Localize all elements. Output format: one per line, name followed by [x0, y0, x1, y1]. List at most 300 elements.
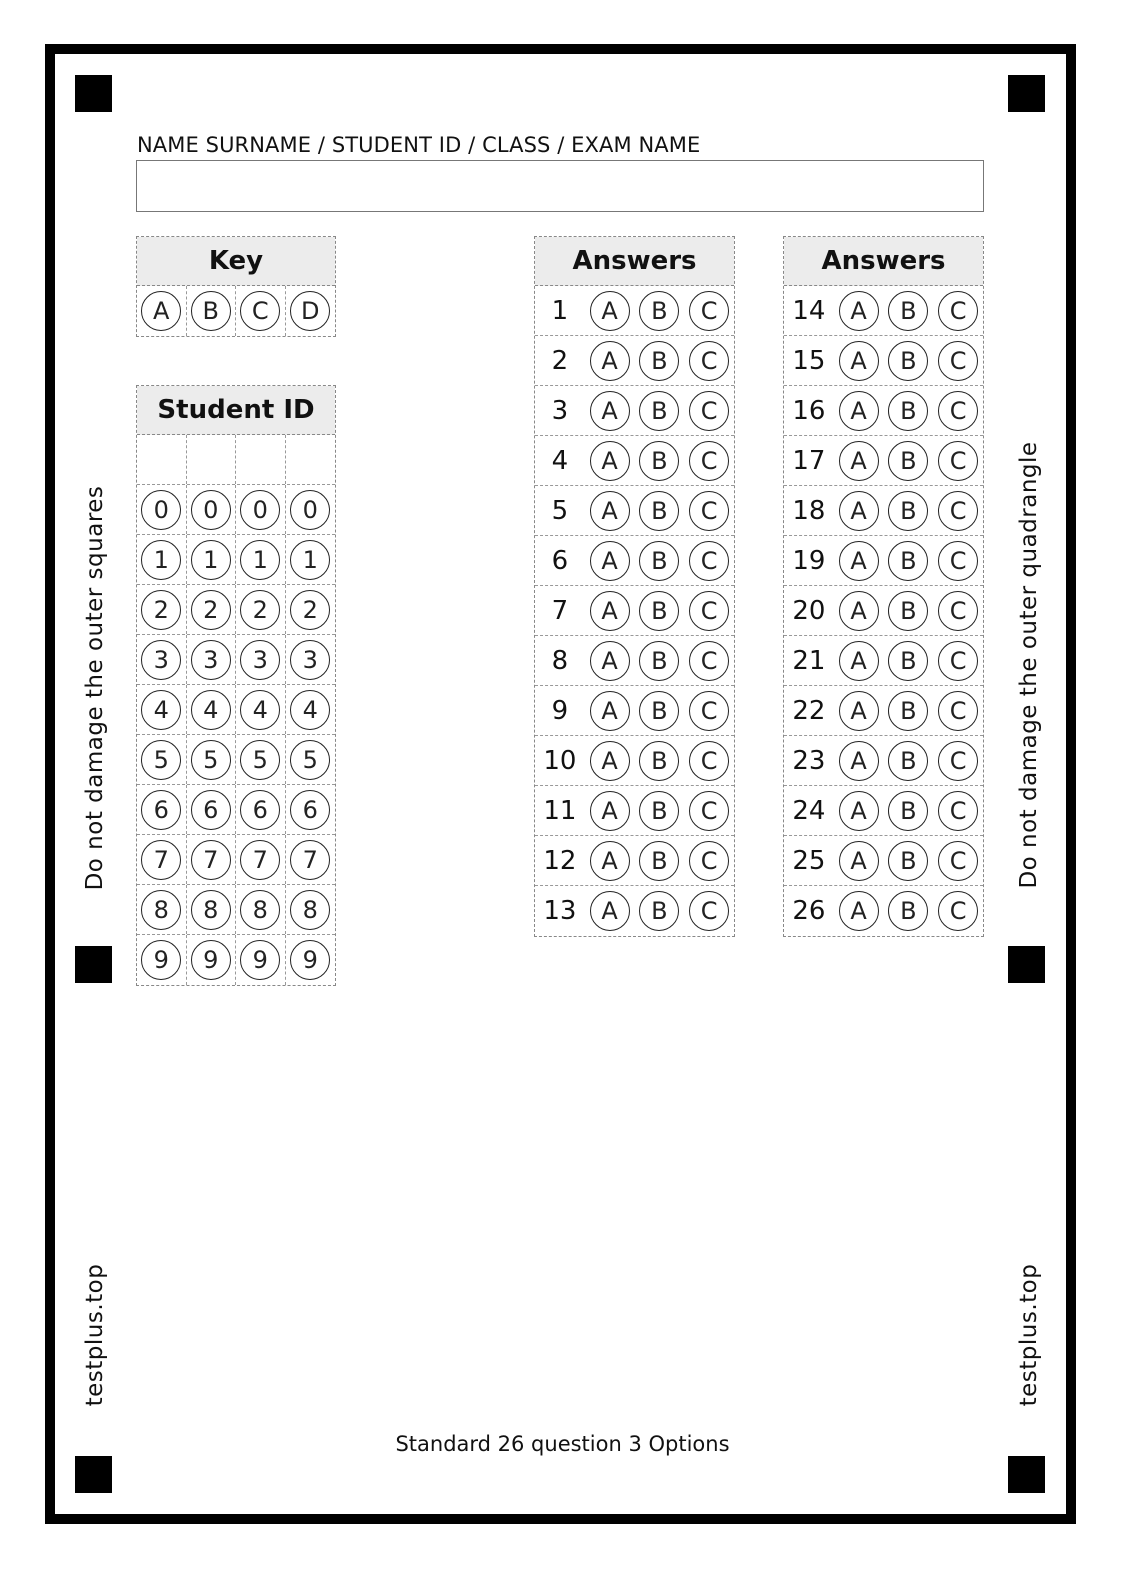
answer-cell — [635, 886, 685, 936]
question-number: 24 — [792, 795, 826, 826]
name-field-label: NAME SURNAME / STUDENT ID / CLASS / EXAM NAME — [137, 133, 701, 157]
answer-option-bubble[interactable]: A — [839, 841, 879, 881]
answer-cell — [684, 336, 734, 385]
answer-cell — [884, 436, 934, 485]
answer-option-bubble[interactable]: C — [689, 741, 729, 781]
answer-option-bubble[interactable]: A — [839, 541, 879, 581]
question-number: 7 — [551, 595, 569, 626]
answer-option-bubble[interactable]: C — [689, 841, 729, 881]
answer-cell — [635, 536, 685, 585]
left-brand-text: testplus.top — [82, 1263, 108, 1407]
answer-cell — [933, 436, 983, 485]
answer-cell — [684, 786, 734, 835]
answer-cell — [684, 586, 734, 635]
answer-option-bubble[interactable]: B — [639, 591, 679, 631]
student-id-cell — [137, 685, 187, 734]
student-id-cell — [236, 785, 286, 834]
answer-row — [784, 836, 983, 886]
answer-option-bubble[interactable]: A — [590, 891, 630, 931]
answer-option-bubble[interactable]: B — [639, 391, 679, 431]
answer-cell — [834, 886, 884, 936]
student-id-digit-bubble[interactable]: 3 — [290, 640, 330, 680]
answer-cell — [933, 586, 983, 635]
answer-option-bubble[interactable]: B — [888, 691, 928, 731]
corner-marker-top-left — [75, 75, 112, 112]
answer-cell — [684, 686, 734, 735]
answer-option-bubble[interactable]: C — [689, 641, 729, 681]
student-id-digit-bubble[interactable]: 1 — [141, 540, 181, 580]
student-id-cell — [187, 735, 237, 784]
student-id-digit-bubble[interactable]: 7 — [240, 840, 280, 880]
student-id-digit-bubble[interactable]: 6 — [240, 790, 280, 830]
answer-cell — [884, 486, 934, 535]
answer-cell — [585, 436, 635, 485]
key-cell — [187, 286, 237, 336]
answer-cell — [684, 386, 734, 435]
answer-cell — [933, 886, 983, 936]
answer-cell — [684, 286, 734, 335]
answer-cell — [585, 386, 635, 435]
key-option-bubble[interactable]: B — [191, 291, 231, 331]
answer-option-bubble[interactable]: B — [888, 441, 928, 481]
student-id-cell — [137, 935, 187, 985]
student-id-cell — [286, 935, 336, 985]
answer-cell — [933, 486, 983, 535]
question-number: 14 — [792, 295, 826, 326]
question-number: 12 — [543, 845, 577, 876]
question-number: 23 — [792, 745, 826, 776]
answer-cell — [635, 486, 685, 535]
student-id-title: Student ID — [137, 386, 335, 435]
student-id-digit-bubble[interactable]: 9 — [141, 940, 181, 980]
answer-cell — [834, 786, 884, 835]
student-id-digit-row — [137, 735, 335, 785]
answers-grid-1 — [534, 236, 735, 937]
answer-row — [535, 636, 734, 686]
answer-option-bubble[interactable]: A — [839, 441, 879, 481]
student-id-cell — [137, 735, 187, 784]
answer-option-bubble[interactable]: A — [590, 691, 630, 731]
answer-cell — [684, 636, 734, 685]
question-number: 11 — [543, 795, 577, 826]
answer-row — [535, 686, 734, 736]
answers-title: Answers — [535, 237, 734, 286]
answer-row — [784, 736, 983, 786]
question-number: 6 — [551, 545, 569, 576]
student-id-cell — [236, 685, 286, 734]
answer-cell — [585, 736, 635, 785]
student-id-cell — [236, 935, 286, 985]
sheet-footer: Standard 26 question 3 Options — [395, 1432, 730, 1456]
right-brand-text: testplus.top — [1016, 1263, 1042, 1407]
answer-option-bubble[interactable]: B — [639, 341, 679, 381]
answer-option-bubble[interactable]: C — [938, 341, 978, 381]
student-id-digit-bubble[interactable]: 1 — [240, 540, 280, 580]
answer-cell — [884, 586, 934, 635]
question-number: 5 — [551, 495, 569, 526]
key-option-bubble[interactable]: A — [141, 291, 181, 331]
student-id-digit-bubble[interactable]: 8 — [141, 890, 181, 930]
answer-option-bubble[interactable]: C — [689, 691, 729, 731]
answer-option-bubble[interactable]: B — [639, 741, 679, 781]
question-number: 8 — [551, 645, 569, 676]
answer-cell — [933, 286, 983, 335]
answer-option-bubble[interactable]: C — [689, 891, 729, 931]
answer-cell — [933, 536, 983, 585]
key-row — [137, 286, 335, 336]
answer-option-bubble[interactable]: C — [689, 341, 729, 381]
answer-cell — [585, 586, 635, 635]
student-id-digit-bubble[interactable]: 5 — [191, 740, 231, 780]
student-id-cell — [137, 535, 187, 584]
student-id-cell — [137, 485, 187, 534]
answer-cell — [834, 536, 884, 585]
answer-option-bubble[interactable]: B — [888, 641, 928, 681]
answer-cell — [834, 636, 884, 685]
student-id-digit-bubble[interactable]: 5 — [290, 740, 330, 780]
answer-row — [784, 436, 983, 486]
answer-option-bubble[interactable]: C — [689, 391, 729, 431]
answer-option-bubble[interactable]: C — [938, 741, 978, 781]
question-number: 21 — [792, 645, 826, 676]
answer-option-bubble[interactable]: A — [839, 691, 879, 731]
answer-option-bubble[interactable]: B — [639, 541, 679, 581]
answer-option-bubble[interactable]: C — [938, 541, 978, 581]
answer-option-bubble[interactable]: B — [639, 891, 679, 931]
question-number: 3 — [551, 395, 569, 426]
answer-option-bubble[interactable]: A — [839, 491, 879, 531]
student-id-digit-bubble[interactable]: 1 — [290, 540, 330, 580]
answer-option-bubble[interactable]: B — [888, 891, 928, 931]
student-id-digit-bubble[interactable]: 7 — [191, 840, 231, 880]
answer-cell — [933, 386, 983, 435]
answer-cell — [585, 286, 635, 335]
answer-option-bubble[interactable]: C — [938, 891, 978, 931]
student-id-cell — [236, 885, 286, 934]
answer-row — [535, 336, 734, 386]
answer-row — [784, 686, 983, 736]
student-id-cell — [187, 835, 237, 884]
answer-cell — [635, 736, 685, 785]
student-id-cell — [187, 935, 237, 985]
answer-cell — [834, 436, 884, 485]
name-field-box[interactable] — [136, 160, 984, 212]
answer-option-bubble[interactable]: A — [590, 591, 630, 631]
student-id-digit-bubble[interactable]: 5 — [141, 740, 181, 780]
student-id-digit-bubble[interactable]: 6 — [191, 790, 231, 830]
answer-option-bubble[interactable]: A — [839, 791, 879, 831]
student-id-grid — [136, 385, 336, 986]
student-id-digit-bubble[interactable]: 8 — [240, 890, 280, 930]
answer-row — [535, 786, 734, 836]
answer-cell — [884, 736, 934, 785]
student-id-digit-bubble[interactable]: 4 — [191, 690, 231, 730]
answer-option-bubble[interactable]: B — [888, 291, 928, 331]
answer-option-bubble[interactable]: A — [590, 291, 630, 331]
answer-cell — [884, 886, 934, 936]
key-option-bubble[interactable]: D — [290, 291, 330, 331]
answer-option-bubble[interactable]: A — [590, 641, 630, 681]
answer-cell — [585, 336, 635, 385]
corner-marker-top-right — [1008, 75, 1045, 112]
side-marker-mid-left — [75, 946, 112, 983]
answer-cell — [684, 536, 734, 585]
student-id-cell — [236, 485, 286, 534]
question-number: 18 — [792, 495, 826, 526]
side-marker-mid-right — [1008, 946, 1045, 983]
student-id-cell — [286, 835, 336, 884]
corner-marker-bottom-right — [1008, 1456, 1045, 1493]
answer-option-bubble[interactable]: B — [888, 741, 928, 781]
answer-cell — [585, 636, 635, 685]
answer-row — [535, 486, 734, 536]
answer-cell — [585, 686, 635, 735]
answer-row — [784, 336, 983, 386]
answer-cell — [834, 686, 884, 735]
answer-cell — [834, 386, 884, 435]
student-id-digit-row — [137, 835, 335, 885]
answer-row — [784, 286, 983, 336]
answer-option-bubble[interactable]: C — [689, 541, 729, 581]
question-number: 20 — [792, 595, 826, 626]
student-id-digit-bubble[interactable]: 2 — [141, 590, 181, 630]
student-id-cell — [187, 685, 237, 734]
student-id-digit-bubble[interactable]: 0 — [191, 490, 231, 530]
student-id-digit-bubble[interactable]: 8 — [290, 890, 330, 930]
answer-cell — [635, 336, 685, 385]
student-id-cell — [236, 535, 286, 584]
question-number: 13 — [543, 896, 577, 926]
student-id-digit-bubble[interactable]: 4 — [240, 690, 280, 730]
answer-cell — [635, 386, 685, 435]
answer-row — [784, 636, 983, 686]
student-id-cell — [187, 785, 237, 834]
answer-option-bubble[interactable]: A — [590, 791, 630, 831]
answer-option-bubble[interactable]: B — [639, 491, 679, 531]
answer-option-bubble[interactable]: C — [689, 591, 729, 631]
key-cell — [286, 286, 336, 336]
left-warning-text: Do not damage the outer squares — [82, 485, 108, 891]
answer-option-bubble[interactable]: A — [590, 841, 630, 881]
student-id-digit-bubble[interactable]: 7 — [141, 840, 181, 880]
student-id-digit-bubble[interactable]: 0 — [240, 490, 280, 530]
student-id-digit-bubble[interactable]: 2 — [240, 590, 280, 630]
student-id-cell — [187, 885, 237, 934]
answer-option-bubble[interactable]: C — [938, 641, 978, 681]
student-id-cell — [187, 535, 237, 584]
answer-option-bubble[interactable]: B — [639, 841, 679, 881]
answers-title: Answers — [784, 237, 983, 286]
answer-cell — [834, 486, 884, 535]
student-id-digit-bubble[interactable]: 6 — [290, 790, 330, 830]
answer-cell — [684, 436, 734, 485]
answer-option-bubble[interactable]: A — [839, 391, 879, 431]
answer-option-bubble[interactable]: C — [689, 491, 729, 531]
answer-option-bubble[interactable]: B — [888, 791, 928, 831]
student-id-digit-row — [137, 535, 335, 585]
student-id-digit-bubble[interactable]: 9 — [191, 940, 231, 980]
answer-option-bubble[interactable]: B — [639, 691, 679, 731]
right-warning-text: Do not damage the outer quadrangle — [1016, 441, 1042, 889]
answer-cell — [884, 386, 934, 435]
answer-option-bubble[interactable]: C — [689, 791, 729, 831]
answer-cell — [635, 686, 685, 735]
student-id-digit-bubble[interactable]: 0 — [141, 490, 181, 530]
answer-row — [535, 286, 734, 336]
answer-cell — [884, 336, 934, 385]
answer-cell — [834, 736, 884, 785]
student-id-digit-bubble[interactable]: 9 — [290, 940, 330, 980]
answer-cell — [635, 636, 685, 685]
student-id-digit-bubble[interactable]: 0 — [290, 490, 330, 530]
answer-option-bubble[interactable]: A — [590, 741, 630, 781]
student-id-write-box[interactable] — [137, 435, 187, 484]
answer-option-bubble[interactable]: B — [639, 291, 679, 331]
student-id-digit-bubble[interactable]: 9 — [240, 940, 280, 980]
key-option-bubble[interactable]: C — [240, 291, 280, 331]
answer-option-bubble[interactable]: A — [590, 391, 630, 431]
student-id-digit-bubble[interactable]: 1 — [191, 540, 231, 580]
student-id-cell — [187, 585, 237, 634]
answer-cell — [884, 286, 934, 335]
student-id-cell — [286, 485, 336, 534]
question-number: 10 — [543, 745, 577, 776]
answer-option-bubble[interactable]: C — [689, 291, 729, 331]
answer-option-bubble[interactable]: A — [839, 291, 879, 331]
answer-cell — [585, 486, 635, 535]
student-id-write-box[interactable] — [187, 435, 237, 484]
student-id-digit-bubble[interactable]: 5 — [240, 740, 280, 780]
student-id-cell — [137, 585, 187, 634]
answer-option-bubble[interactable]: C — [938, 841, 978, 881]
answer-option-bubble[interactable]: B — [888, 341, 928, 381]
answer-option-bubble[interactable]: C — [938, 441, 978, 481]
answer-cell — [834, 836, 884, 885]
answers-grid-2 — [783, 236, 984, 937]
answer-cell — [635, 586, 685, 635]
student-id-cell — [286, 635, 336, 684]
answer-cell — [635, 836, 685, 885]
student-id-digit-row — [137, 585, 335, 635]
student-id-digit-row — [137, 635, 335, 685]
student-id-cell — [286, 735, 336, 784]
student-id-write-box[interactable] — [236, 435, 286, 484]
answer-option-bubble[interactable]: B — [888, 591, 928, 631]
student-id-cell — [137, 785, 187, 834]
answer-cell — [684, 486, 734, 535]
key-grid — [136, 236, 336, 337]
question-number: 4 — [551, 445, 569, 476]
student-id-cell — [137, 885, 187, 934]
answer-option-bubble[interactable]: B — [639, 791, 679, 831]
key-cell — [137, 286, 187, 336]
answer-row — [535, 536, 734, 586]
answer-option-bubble[interactable]: A — [839, 591, 879, 631]
answer-row — [535, 886, 734, 936]
answer-option-bubble[interactable]: B — [888, 541, 928, 581]
student-id-digit-bubble[interactable]: 3 — [191, 640, 231, 680]
answer-row — [535, 436, 734, 486]
student-id-cell — [286, 885, 336, 934]
student-id-digit-row — [137, 935, 335, 985]
answer-row — [784, 386, 983, 436]
student-id-digit-bubble[interactable]: 2 — [191, 590, 231, 630]
student-id-digit-row — [137, 785, 335, 835]
student-id-digit-bubble[interactable]: 2 — [290, 590, 330, 630]
answer-option-bubble[interactable]: A — [839, 641, 879, 681]
answer-cell — [884, 536, 934, 585]
answer-row — [784, 536, 983, 586]
answer-option-bubble[interactable]: C — [938, 691, 978, 731]
answer-option-bubble[interactable]: A — [590, 491, 630, 531]
student-id-cell — [187, 485, 237, 534]
student-id-digit-bubble[interactable]: 7 — [290, 840, 330, 880]
student-id-cell — [236, 835, 286, 884]
question-number: 19 — [792, 545, 826, 576]
answer-option-bubble[interactable]: A — [839, 741, 879, 781]
answer-option-bubble[interactable]: B — [639, 441, 679, 481]
student-id-digit-bubble[interactable]: 3 — [141, 640, 181, 680]
student-id-cell — [236, 635, 286, 684]
answer-option-bubble[interactable]: B — [639, 641, 679, 681]
answer-option-bubble[interactable]: C — [689, 441, 729, 481]
answer-option-bubble[interactable]: B — [888, 391, 928, 431]
student-id-cell — [286, 585, 336, 634]
answer-cell — [585, 836, 635, 885]
answer-option-bubble[interactable]: A — [590, 441, 630, 481]
answer-row — [535, 386, 734, 436]
answer-option-bubble[interactable]: A — [839, 891, 879, 931]
answer-row — [784, 786, 983, 836]
answer-cell — [585, 786, 635, 835]
answer-cell — [933, 836, 983, 885]
student-id-cell — [137, 835, 187, 884]
answer-option-bubble[interactable]: C — [938, 591, 978, 631]
student-id-digit-row — [137, 885, 335, 935]
answer-cell — [684, 886, 734, 936]
answer-cell — [834, 336, 884, 385]
answer-cell — [884, 636, 934, 685]
answer-row — [784, 586, 983, 636]
answer-option-bubble[interactable]: C — [938, 391, 978, 431]
student-id-digit-bubble[interactable]: 4 — [290, 690, 330, 730]
answer-option-bubble[interactable]: C — [938, 791, 978, 831]
student-id-digit-row — [137, 685, 335, 735]
answer-option-bubble[interactable]: C — [938, 491, 978, 531]
answer-cell — [585, 536, 635, 585]
answer-cell — [834, 586, 884, 635]
question-number: 9 — [551, 695, 569, 726]
answer-option-bubble[interactable]: A — [590, 341, 630, 381]
key-cell — [236, 286, 286, 336]
answer-option-bubble[interactable]: B — [888, 841, 928, 881]
student-id-write-box[interactable] — [286, 435, 336, 484]
answer-option-bubble[interactable]: B — [888, 491, 928, 531]
student-id-digit-bubble[interactable]: 6 — [141, 790, 181, 830]
student-id-digit-bubble[interactable]: 3 — [240, 640, 280, 680]
answer-cell — [585, 886, 635, 936]
answer-option-bubble[interactable]: C — [938, 291, 978, 331]
answer-row — [535, 736, 734, 786]
answer-cell — [933, 686, 983, 735]
student-id-digit-bubble[interactable]: 8 — [191, 890, 231, 930]
answer-cell — [933, 336, 983, 385]
answer-option-bubble[interactable]: A — [839, 341, 879, 381]
answer-cell — [884, 786, 934, 835]
student-id-digit-bubble[interactable]: 4 — [141, 690, 181, 730]
answer-cell — [933, 736, 983, 785]
answer-option-bubble[interactable]: A — [590, 541, 630, 581]
